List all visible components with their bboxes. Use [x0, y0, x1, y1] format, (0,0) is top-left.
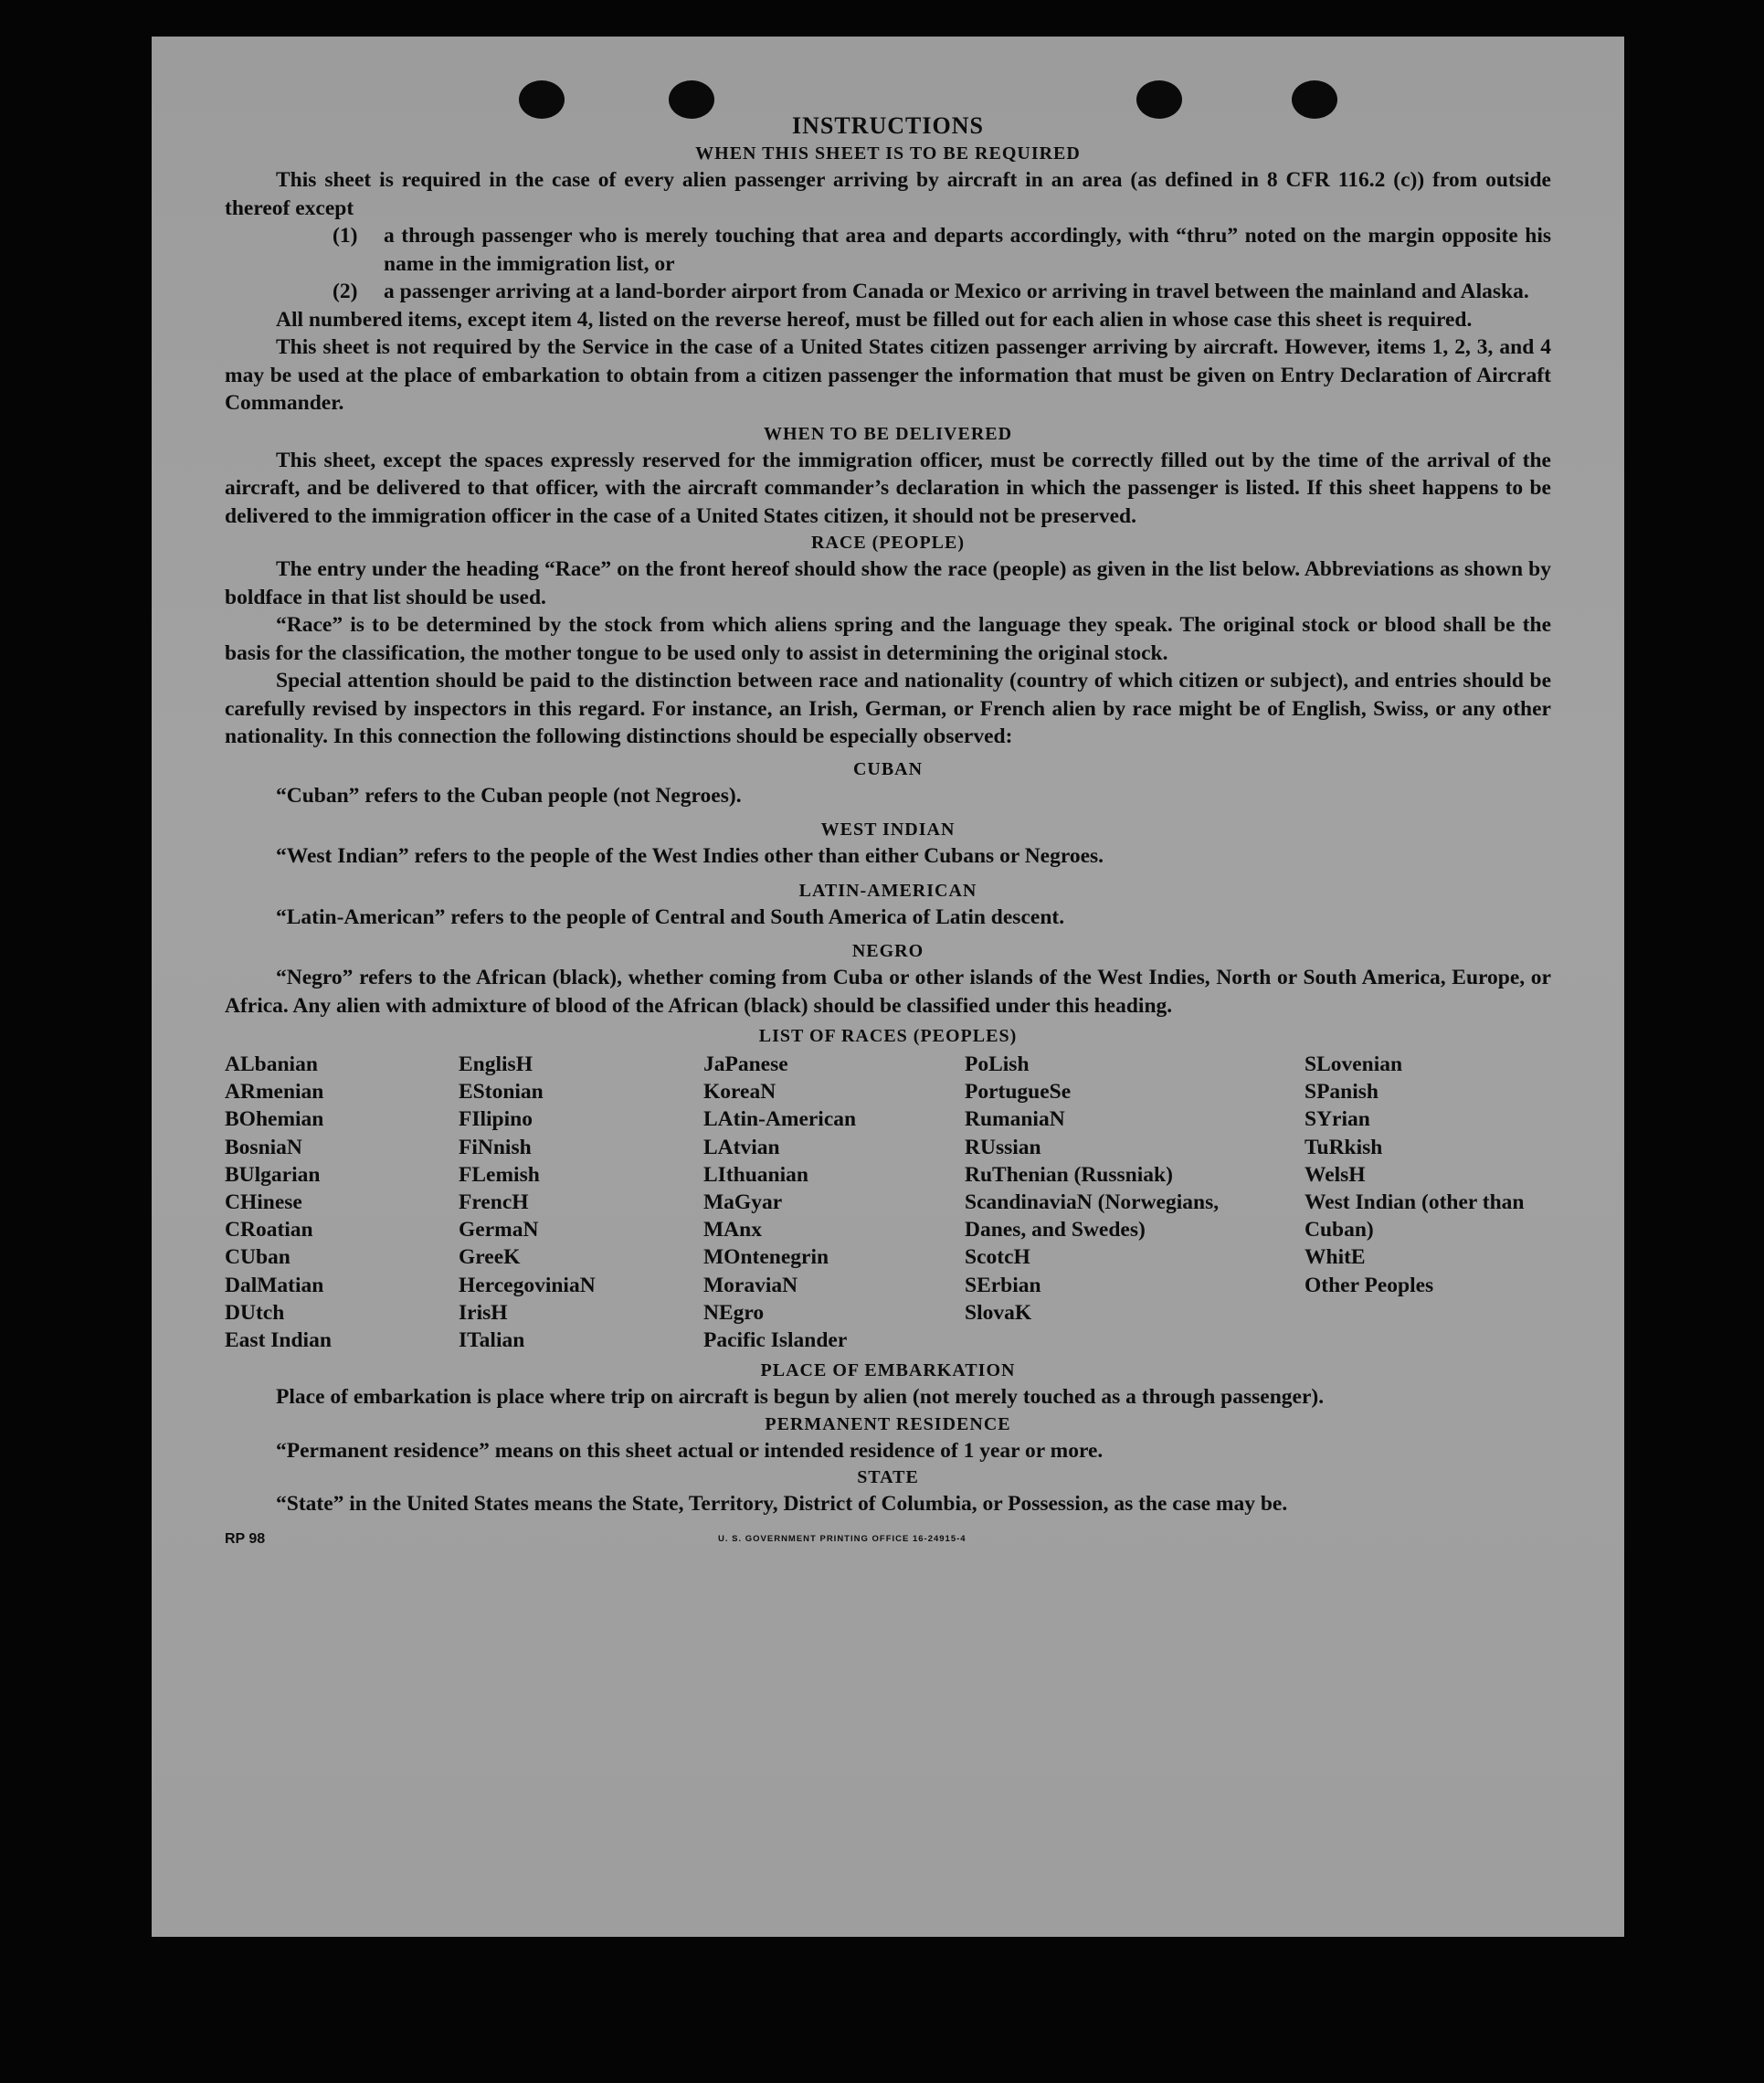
paragraph-race-3: Special attention should be paid to the distinction between race and nationality (country of which citizen or subject), and entries should be carefully revised by inspectors in this regard. For instance, an Irish, German, or French alien by race might be of English, Swiss, or any other nationality. In this connection the following distinctions should be especially observed:	[225, 669, 1551, 748]
race-entry: CHinese	[225, 1190, 302, 1215]
exception-item-text: a through passenger who is merely touching that area and departs accordingly, with “thru” noted on the margin opposite his name in the immigration list, or	[384, 224, 1551, 276]
race-entry: East Indian	[225, 1328, 332, 1353]
footer	[225, 1531, 1551, 1548]
race-entry: FIlipino	[459, 1107, 533, 1132]
heading-negro: NEGRO	[851, 941, 924, 961]
exception-item-number: (1)	[333, 224, 358, 248]
race-entry: ARmenian	[225, 1080, 324, 1105]
race-entry: FiNnish	[459, 1135, 532, 1159]
race-entry: IrisH	[459, 1300, 508, 1325]
race-entry: SPanish	[1305, 1080, 1378, 1105]
race-entry: ITalian	[459, 1328, 525, 1353]
heading-required: WHEN THIS SHEET IS TO BE REQUIRED	[695, 143, 1081, 164]
races-column-4	[965, 1051, 1305, 1354]
heading-list-of-races: LIST OF RACES (PEOPLES)	[758, 1026, 1018, 1046]
race-entry: EnglisH	[459, 1052, 533, 1076]
paragraph-race-1: The entry under the heading “Race” on the front hereof should show the race (people) as given in the list below. Abbreviations as shown by boldface in that list should be used.	[225, 557, 1551, 609]
exception-item	[225, 278, 1551, 306]
race-entry: ALbanian	[225, 1052, 318, 1076]
race-entry: DUtch	[225, 1300, 285, 1325]
race-entry: JaPanese	[703, 1052, 788, 1076]
exception-item-number: (2)	[333, 280, 358, 303]
race-entry: CUban	[225, 1245, 290, 1270]
race-entry: ScandinaviaN (Norwegians, Danes, and Swedes)	[965, 1190, 1220, 1242]
races-column-5	[1305, 1051, 1551, 1354]
heading-latin-american: LATIN-AMERICAN	[798, 880, 977, 901]
definition-embarkation: Place of embarkation is place where trip on aircraft is begun by alien (not merely touched as a through passenger).	[276, 1385, 1325, 1410]
paragraph-required-1: This sheet is required in the case of every alien passenger arriving by aircraft in an area (as defined in 8 CFR 116.2 (c)) from outside thereof except	[225, 168, 1551, 220]
race-entry: BUlgarian	[225, 1162, 321, 1187]
races-list	[225, 1051, 1551, 1354]
paragraph-required-2: All numbered items, except item 4, listed on the reverse hereof, must be filled out for each alien in whose case this sheet is required.	[276, 307, 1473, 332]
race-entry: LAtin-American	[703, 1107, 857, 1132]
race-entry: ScotcH	[965, 1245, 1030, 1270]
definition-negro: “Negro” refers to the African (black), whether coming from Cuba or other islands of the West Indies, North or South America, Europe, or Africa. Any alien with admixture of blood of the African (black) should be classified under this heading.	[225, 966, 1551, 1018]
race-entry: SLovenian	[1305, 1052, 1403, 1076]
heading-west-indian: WEST INDIAN	[820, 819, 956, 840]
race-entry: EStonian	[459, 1080, 544, 1105]
heading-embarkation: PLACE OF EMBARKATION	[760, 1360, 1016, 1381]
race-entry: PoLish	[965, 1052, 1030, 1076]
races-column-3	[703, 1051, 965, 1354]
race-entry: BOhemian	[225, 1107, 324, 1132]
punch-hole	[1136, 80, 1182, 119]
definition-state: “State” in the United States means the State, Territory, District of Columbia, or Possession, as the case may be.	[276, 1492, 1288, 1517]
form-number: RP 98	[225, 1530, 266, 1547]
definition-west-indian: “West Indian” refers to the people of the West Indies other than either Cubans or Negroes.	[276, 844, 1104, 868]
race-entry: LIthuanian	[703, 1162, 808, 1187]
race-entry: RumaniaN	[965, 1107, 1065, 1132]
race-entry: SYrian	[1305, 1107, 1370, 1132]
race-entry: GreeK	[459, 1245, 521, 1270]
heading-state: STATE	[857, 1467, 919, 1488]
race-entry: SErbian	[965, 1273, 1041, 1297]
heading-race: RACE (PEOPLE)	[811, 533, 965, 553]
definition-cuban: “Cuban” refers to the Cuban people (not Negroes).	[276, 783, 742, 808]
race-entry: DalMatian	[225, 1273, 324, 1297]
document-sheet	[152, 37, 1624, 1937]
race-entry: West Indian (other than Cuban)	[1305, 1190, 1525, 1242]
race-entry: CRoatian	[225, 1218, 313, 1242]
exception-item	[225, 222, 1551, 278]
heading-residence: PERMANENT RESIDENCE	[765, 1413, 1011, 1434]
race-entry: MAnx	[703, 1218, 762, 1242]
race-entry: BosniaN	[225, 1135, 302, 1159]
race-entry: MOntenegrin	[703, 1245, 829, 1270]
races-column-1	[225, 1051, 459, 1354]
paragraph-required-3: This sheet is not required by the Service in the case of a United States citizen passenger arriving by aircraft. However, items 1, 2, 3, and 4 may be used at the place of embarkation to obtain from a citizen passenger the information that must be given on Entry Declaration of Aircraft Commander.	[225, 335, 1551, 415]
race-entry: FLemish	[459, 1162, 540, 1187]
exception-item-text: a passenger arriving at a land-border airport from Canada or Mexico or arriving in travel between the mainland and Alaska.	[384, 280, 1529, 303]
printer-imprint: U. S. GOVERNMENT PRINTING OFFICE 16-24915-4	[718, 1534, 967, 1545]
race-entry: TuRkish	[1305, 1135, 1383, 1159]
race-entry: NEgro	[703, 1300, 765, 1325]
race-entry: Pacific Islander	[703, 1328, 848, 1353]
race-entry: RUssian	[965, 1135, 1041, 1159]
race-entry: WelsH	[1305, 1162, 1366, 1187]
race-entry: WhitE	[1305, 1245, 1366, 1270]
race-entry: Other Peoples	[1305, 1273, 1434, 1297]
punch-hole	[519, 80, 565, 119]
race-entry: RuThenian (Russniak)	[965, 1162, 1173, 1187]
page-title: INSTRUCTIONS	[792, 112, 984, 139]
races-column-2	[459, 1051, 703, 1354]
definition-latin-american: “Latin-American” refers to the people of Central and South America of Latin descent.	[276, 904, 1065, 929]
race-entry: GermaN	[459, 1218, 539, 1242]
punch-hole	[669, 80, 714, 119]
race-entry: MaGyar	[703, 1190, 783, 1215]
race-entry: LAtvian	[703, 1135, 780, 1159]
definition-residence: “Permanent residence” means on this sheet actual or intended residence of 1 year or more.	[276, 1438, 1104, 1463]
heading-cuban: CUBAN	[852, 758, 924, 779]
punch-hole	[1292, 80, 1337, 119]
race-entry: SlovaK	[965, 1300, 1032, 1325]
paragraph-delivered: This sheet, except the spaces expressly reserved for the immigration officer, must be correctly filled out by the time of the arrival of the aircraft, and be delivered to that officer, with the aircraft commander’s declaration in which the passenger is listed. If this sheet happens to be delivered to the immigration officer in the case of a United States citizen, it should not be preserved.	[225, 448, 1551, 528]
race-entry: FrencH	[459, 1190, 529, 1215]
race-entry: KoreaN	[703, 1080, 776, 1105]
heading-delivered: WHEN TO BE DELIVERED	[763, 423, 1013, 444]
race-entry: PortugueSe	[965, 1080, 1072, 1105]
race-entry: HercegoviniaN	[459, 1273, 596, 1297]
race-entry: MoraviaN	[703, 1273, 798, 1297]
paragraph-race-2: “Race” is to be determined by the stock from which aliens spring and the language they speak. The original stock or blood shall be the basis for the classification, the mother tongue to be used only to assist in determining the original stock.	[225, 613, 1551, 665]
